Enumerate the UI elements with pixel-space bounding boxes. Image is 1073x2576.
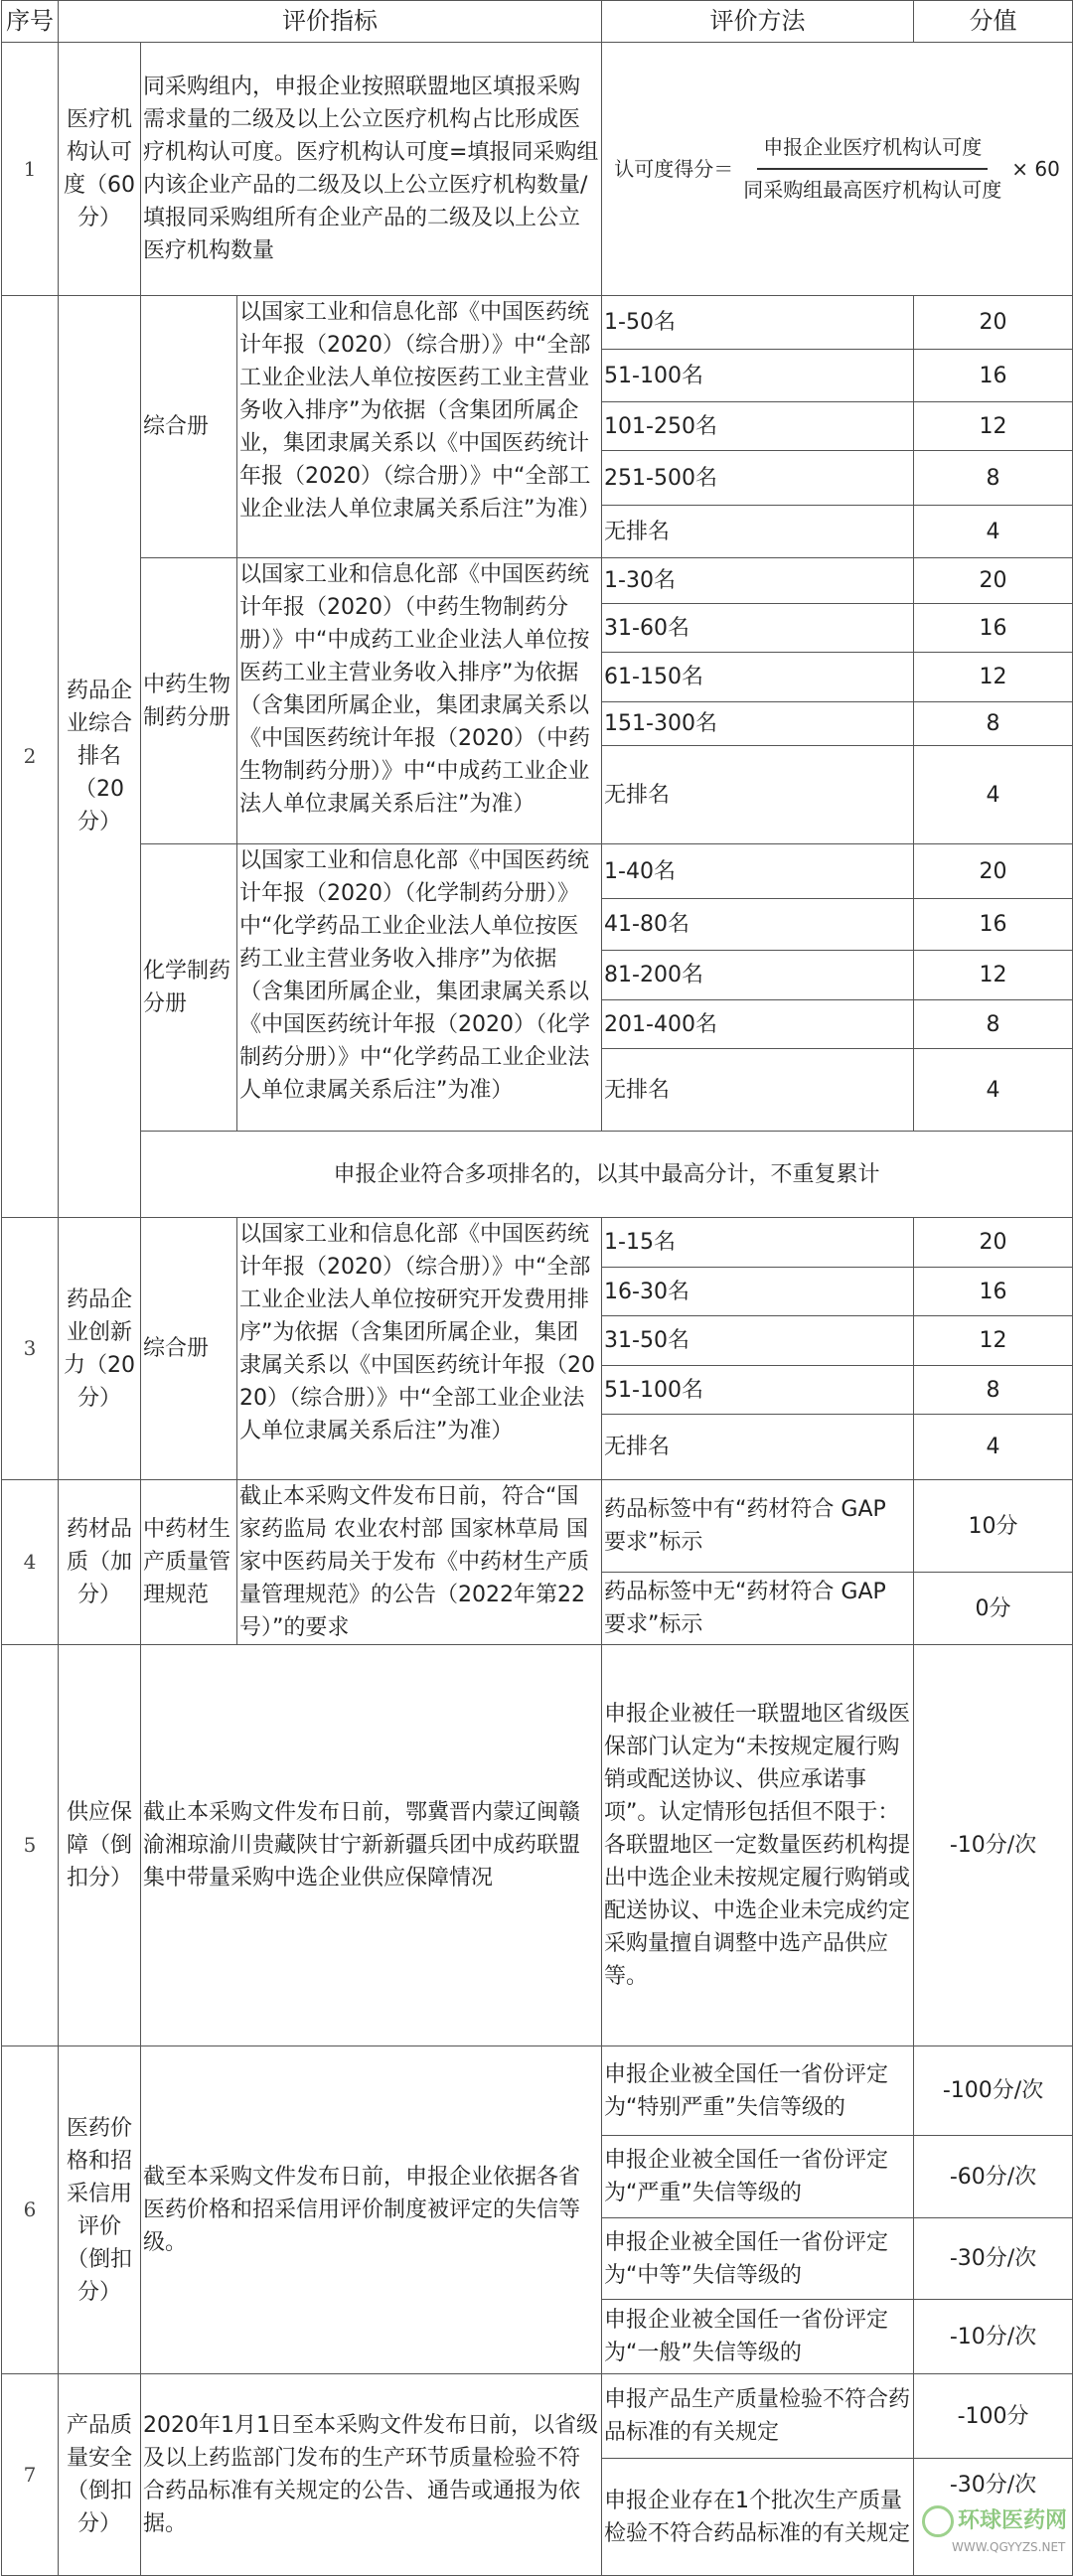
item-number: 4 — [2, 1480, 59, 1645]
score-value: 16 — [914, 604, 1073, 653]
rank-range: 41-80名 — [602, 899, 914, 951]
score-value: -100分 — [914, 2374, 1073, 2459]
table-row — [2, 296, 1073, 350]
score-value: -10分/次 — [914, 1645, 1073, 2046]
indicator-name: 药材品质（加分） — [59, 1480, 141, 1645]
item-number: 5 — [2, 1645, 59, 2046]
criteria-text: 以国家工业和信息化部《中国医药统计年报（2020）（中药生物制药分册）》中“中成药工业企业法人单位按医药工业主营业务收入排序”为依据（含集团所属企业，集团隶属关系以《中国医药统计年报（2020）（中药生物制药分册）》中“中成药工业企业法人单位隶属关系后注”为准） — [237, 558, 602, 844]
subcategory-name: 综合册 — [141, 1218, 237, 1480]
rank-range: 1-40名 — [602, 844, 914, 899]
score-value: 8 — [914, 451, 1073, 506]
rank-range: 51-100名 — [602, 1366, 914, 1415]
watermark-url: WWW.QGYYZS.NET — [952, 2540, 1066, 2554]
table-row — [2, 558, 1073, 604]
score-value: 20 — [914, 558, 1073, 604]
item-number: 3 — [2, 1218, 59, 1480]
table-row — [2, 1480, 1073, 1573]
criteria-text: 截止本采购文件发布日前，符合“国家药监局 农业农村部 国家林草局 国家中医药局关于发布《中药材生产质量管理规范》的公告（2022年第22号）”的要求 — [237, 1480, 602, 1645]
header-no: 序号 — [2, 1, 59, 43]
rank-range: 31-50名 — [602, 1316, 914, 1366]
criteria-text: 截至本采购文件发布日前，申报企业依据各省医药价格和招采信用评价制度被评定的失信等级。 — [141, 2046, 602, 2374]
criteria-text: 以国家工业和信息化部《中国医药统计年报（2020）（综合册）》中“全部工业企业法人单位按研究开发费用排序”为依据（含集团所属企业，集团隶属关系以《中国医药统计年报（2020）（综合册）》中“全部工业企业法人单位隶属关系后注”为准） — [237, 1218, 602, 1480]
score-value: 20 — [914, 844, 1073, 899]
indicator-name: 药品企业综合排名（20分） — [59, 296, 141, 1218]
score-value: -30分/次 — [914, 2218, 1073, 2300]
score-value: 8 — [914, 702, 1073, 746]
score-value: 4 — [914, 746, 1073, 844]
subcategory-name: 中药材生产质量管理规范 — [141, 1480, 237, 1645]
evaluation-table — [1, 0, 1073, 2576]
score-value: 12 — [914, 1316, 1073, 1366]
rank-range: 31-60名 — [602, 604, 914, 653]
indicator-name: 供应保障（倒扣分） — [59, 1645, 141, 2046]
table-row — [2, 2374, 1073, 2459]
criteria-text: 2020年1月1日至本采购文件发布日前，以省级及以上药监部门发布的生产环节质量检验不符合药品标准有关规定的公告、通告或通报为依据。 — [141, 2374, 602, 2576]
rank-range: 1-30名 — [602, 558, 914, 604]
score-value: 16 — [914, 1268, 1073, 1316]
rank-range: 251-500名 — [602, 451, 914, 506]
item-number: 7 — [2, 2374, 59, 2576]
formula-denominator: 同采购组最高医疗机构认可度 — [743, 178, 1002, 202]
rank-range: 51-100名 — [602, 350, 914, 402]
watermark-logo — [922, 2505, 1067, 2553]
score-value: 4 — [914, 506, 1073, 558]
rank-range: 151-300名 — [602, 702, 914, 746]
table-row — [2, 1132, 1073, 1218]
rank-range: 101-250名 — [602, 402, 914, 451]
criteria-text: 以国家工业和信息化部《中国医药统计年报（2020）（化学制药分册）》中“化学药品工业企业法人单位按医药工业主营业务收入排序”为依据（含集团所属企业，集团隶属关系以《中国医药统计年报（2020）（化学制药分册）》中“化学药品工业企业法人单位隶属关系后注”为准） — [237, 844, 602, 1132]
header-score: 分值 — [914, 1, 1073, 43]
item-number: 1 — [2, 43, 59, 296]
score-value: 4 — [914, 1415, 1073, 1480]
table-row — [2, 1, 1073, 43]
globe-icon — [922, 2505, 954, 2537]
table-row — [2, 2046, 1073, 2136]
watermark-name: 环球医药网 — [958, 2508, 1068, 2533]
score-value: 20 — [914, 1218, 1073, 1268]
table-row — [2, 844, 1073, 899]
rank-range: 16-30名 — [602, 1268, 914, 1316]
rank-range: 1-15名 — [602, 1218, 914, 1268]
item-number: 2 — [2, 296, 59, 1218]
header-indicator: 评价指标 — [59, 1, 602, 43]
score-value: 0分 — [914, 1573, 1073, 1645]
method-text: 申报产品生产质量检验不符合药品标准的有关规定 — [602, 2374, 914, 2459]
formula-label: 认可度得分＝ — [614, 156, 734, 181]
header-method: 评价方法 — [602, 1, 914, 43]
score-value: 12 — [914, 951, 1073, 1000]
criteria-text: 以国家工业和信息化部《中国医药统计年报（2020）（综合册）》中“全部工业企业法人单位按医药工业主营业务收入排序”为依据（含集团所属企业，集团隶属关系以《中国医药统计年报（2020）（综合册）》中“全部工业企业法人单位隶属关系后注”为准） — [237, 296, 602, 558]
score-value: 20 — [914, 296, 1073, 350]
indicator-name: 产品质量安全（倒扣分） — [59, 2374, 141, 2576]
score-value: 8 — [914, 1366, 1073, 1415]
method-text: 申报企业被全国任一省份评定为“特别严重”失信等级的 — [602, 2046, 914, 2136]
table-row — [2, 1218, 1073, 1268]
formula-fraction — [737, 131, 1007, 207]
formula-multiplier: × 60 — [1011, 156, 1060, 181]
score-value: -10分/次 — [914, 2300, 1073, 2374]
subcategory-name: 中药生物制药分册 — [141, 558, 237, 844]
rank-range: 无排名 — [602, 1049, 914, 1132]
score-value: 16 — [914, 899, 1073, 951]
score-value: -100分/次 — [914, 2046, 1073, 2136]
score-value: -30分/次 — [914, 2459, 1073, 2576]
score-value: 8 — [914, 1000, 1073, 1049]
indicator-name: 医药价格和招采信用评价（倒扣分） — [59, 2046, 141, 2374]
rank-range: 无排名 — [602, 1415, 914, 1480]
table-row — [2, 43, 1073, 296]
ranking-note: 申报企业符合多项排名的，以其中最高分计，不重复累计 — [141, 1132, 1073, 1218]
criteria-text: 同采购组内，申报企业按照联盟地区填报采购需求量的二级及以上公立医疗机构占比形成医疗机构认可度。医疗机构认可度=填报同采购组内该企业产品的二级及以上公立医疗机构数量/填报同采购组所有企业产品的二级及以上公立医疗机构数量 — [141, 43, 602, 296]
method-text: 申报企业被全国任一省份评定为“中等”失信等级的 — [602, 2218, 914, 2300]
score-value: 4 — [914, 1049, 1073, 1132]
method-text: 药品标签中无“药材符合 GAP 要求”标示 — [602, 1573, 914, 1645]
score-value: 16 — [914, 350, 1073, 402]
rank-range: 1-50名 — [602, 296, 914, 350]
rank-range: 无排名 — [602, 746, 914, 844]
item-number: 6 — [2, 2046, 59, 2374]
score-value: 12 — [914, 653, 1073, 702]
rank-range: 61-150名 — [602, 653, 914, 702]
method-text: 申报企业被全国任一省份评定为“一般”失信等级的 — [602, 2300, 914, 2374]
indicator-name: 医疗机构认可度（60分） — [59, 43, 141, 296]
formula-cell — [602, 43, 1073, 296]
method-text: 申报企业被全国任一省份评定为“严重”失信等级的 — [602, 2136, 914, 2218]
method-text: 药品标签中有“药材符合 GAP 要求”标示 — [602, 1480, 914, 1573]
score-value: -60分/次 — [914, 2136, 1073, 2218]
table-row — [2, 1645, 1073, 2046]
score-value: 12 — [914, 402, 1073, 451]
indicator-name: 药品企业创新力（20分） — [59, 1218, 141, 1480]
rank-range: 无排名 — [602, 506, 914, 558]
subcategory-name: 化学制药分册 — [141, 844, 237, 1132]
score-value: 10分 — [914, 1480, 1073, 1573]
criteria-text: 截止本采购文件发布日前，鄂冀晋内蒙辽闽赣渝湘琼渝川贵藏陕甘宁新新疆兵团中成药联盟集中带量采购中选企业供应保障情况 — [141, 1645, 602, 2046]
subcategory-name: 综合册 — [141, 296, 237, 558]
rank-range: 81-200名 — [602, 951, 914, 1000]
method-text: 申报企业被任一联盟地区省级医保部门认定为“未按规定履行购销或配送协议、供应承诺事项”。认定情形包括但不限于：各联盟地区一定数量医药机构提出中选企业未按规定履行购销或配送协议、中选企业未完成约定采购量擅自调整中选产品供应等。 — [602, 1645, 914, 2046]
method-text: 申报企业存在1个批次生产质量检验不符合药品标准的有关规定 — [602, 2459, 914, 2576]
rank-range: 201-400名 — [602, 1000, 914, 1049]
score-formula — [604, 131, 1070, 207]
formula-numerator: 申报企业医疗机构认可度 — [757, 131, 988, 170]
